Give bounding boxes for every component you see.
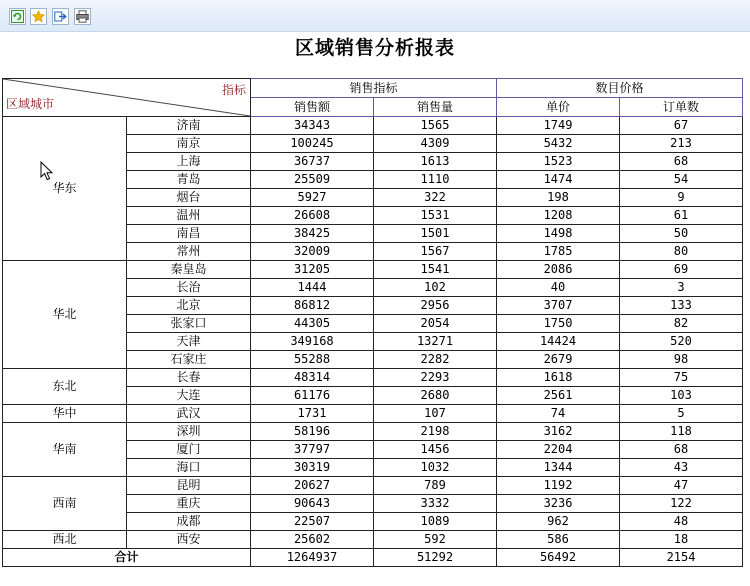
favorite-button[interactable] bbox=[30, 8, 47, 25]
unit-price-cell: 5432 bbox=[497, 135, 620, 153]
orders-cell: 5 bbox=[620, 405, 743, 423]
quantity-cell: 2198 bbox=[374, 423, 497, 441]
total-quantity: 51292 bbox=[374, 549, 497, 567]
orders-cell: 68 bbox=[620, 441, 743, 459]
region-cell: 华中 bbox=[3, 405, 127, 423]
refresh-button[interactable] bbox=[9, 8, 26, 25]
quantity-cell: 2680 bbox=[374, 387, 497, 405]
city-cell: 南昌 bbox=[127, 225, 251, 243]
orders-cell: 69 bbox=[620, 261, 743, 279]
orders-cell: 9 bbox=[620, 189, 743, 207]
amount-cell: 90643 bbox=[251, 495, 374, 513]
city-cell: 温州 bbox=[127, 207, 251, 225]
amount-cell: 100245 bbox=[251, 135, 374, 153]
unit-price-cell: 1618 bbox=[497, 369, 620, 387]
corner-metric-label: 指标 bbox=[221, 83, 246, 97]
quantity-cell: 1541 bbox=[374, 261, 497, 279]
city-cell: 石家庄 bbox=[127, 351, 251, 369]
city-cell: 成都 bbox=[127, 513, 251, 531]
refresh-icon bbox=[11, 10, 24, 23]
column-header-quantity: 销售量 bbox=[374, 98, 497, 117]
orders-cell: 48 bbox=[620, 513, 743, 531]
unit-price-cell: 2204 bbox=[497, 441, 620, 459]
column-header-orders: 订单数 bbox=[620, 98, 743, 117]
amount-cell: 349168 bbox=[251, 333, 374, 351]
quantity-cell: 1456 bbox=[374, 441, 497, 459]
orders-cell: 75 bbox=[620, 369, 743, 387]
city-cell: 烟台 bbox=[127, 189, 251, 207]
unit-price-cell: 962 bbox=[497, 513, 620, 531]
quantity-cell: 1613 bbox=[374, 153, 497, 171]
region-cell: 华南 bbox=[3, 423, 127, 477]
total-unit-price: 56492 bbox=[497, 549, 620, 567]
amount-cell: 22507 bbox=[251, 513, 374, 531]
city-cell: 南京 bbox=[127, 135, 251, 153]
unit-price-cell: 3162 bbox=[497, 423, 620, 441]
table-row bbox=[3, 477, 743, 495]
quantity-cell: 107 bbox=[374, 405, 497, 423]
region-cell: 华北 bbox=[3, 261, 127, 369]
quantity-cell: 1565 bbox=[374, 117, 497, 135]
quantity-cell: 102 bbox=[374, 279, 497, 297]
city-cell: 天津 bbox=[127, 333, 251, 351]
city-cell: 青岛 bbox=[127, 171, 251, 189]
unit-price-cell: 3236 bbox=[497, 495, 620, 513]
city-cell: 长治 bbox=[127, 279, 251, 297]
amount-cell: 48314 bbox=[251, 369, 374, 387]
amount-cell: 31205 bbox=[251, 261, 374, 279]
city-cell: 昆明 bbox=[127, 477, 251, 495]
amount-cell: 37797 bbox=[251, 441, 374, 459]
amount-cell: 5927 bbox=[251, 189, 374, 207]
amount-cell: 26608 bbox=[251, 207, 374, 225]
group-header-sales: 销售指标 bbox=[251, 79, 497, 98]
amount-cell: 44305 bbox=[251, 315, 374, 333]
total-row bbox=[3, 549, 743, 567]
unit-price-cell: 14424 bbox=[497, 333, 620, 351]
print-button[interactable] bbox=[74, 8, 91, 25]
quantity-cell: 2956 bbox=[374, 297, 497, 315]
quantity-cell: 1567 bbox=[374, 243, 497, 261]
quantity-cell: 2293 bbox=[374, 369, 497, 387]
amount-cell: 25602 bbox=[251, 531, 374, 549]
orders-cell: 122 bbox=[620, 495, 743, 513]
orders-cell: 82 bbox=[620, 315, 743, 333]
orders-cell: 118 bbox=[620, 423, 743, 441]
corner-region-label: 区域城市 bbox=[6, 97, 55, 111]
amount-cell: 36737 bbox=[251, 153, 374, 171]
table-row bbox=[3, 261, 743, 279]
quantity-cell: 2282 bbox=[374, 351, 497, 369]
report-body bbox=[3, 117, 743, 549]
amount-cell: 20627 bbox=[251, 477, 374, 495]
sales-report-table bbox=[2, 78, 743, 567]
orders-cell: 43 bbox=[620, 459, 743, 477]
city-cell: 常州 bbox=[127, 243, 251, 261]
export-button[interactable] bbox=[52, 8, 69, 25]
city-cell: 济南 bbox=[127, 117, 251, 135]
orders-cell: 67 bbox=[620, 117, 743, 135]
unit-price-cell: 2679 bbox=[497, 351, 620, 369]
amount-cell: 55288 bbox=[251, 351, 374, 369]
group-header-price: 数目价格 bbox=[497, 79, 743, 98]
column-header-amount: 销售额 bbox=[251, 98, 374, 117]
quantity-cell: 13271 bbox=[374, 333, 497, 351]
orders-cell: 47 bbox=[620, 477, 743, 495]
amount-cell: 58196 bbox=[251, 423, 374, 441]
favorite-star-icon bbox=[32, 10, 45, 23]
amount-cell: 1731 bbox=[251, 405, 374, 423]
table-corner-header bbox=[3, 79, 251, 117]
unit-price-cell: 74 bbox=[497, 405, 620, 423]
unit-price-cell: 1523 bbox=[497, 153, 620, 171]
city-cell: 长春 bbox=[127, 369, 251, 387]
table-row bbox=[3, 369, 743, 387]
orders-cell: 50 bbox=[620, 225, 743, 243]
unit-price-cell: 1192 bbox=[497, 477, 620, 495]
city-cell: 重庆 bbox=[127, 495, 251, 513]
amount-cell: 32009 bbox=[251, 243, 374, 261]
city-cell: 张家口 bbox=[127, 315, 251, 333]
orders-cell: 80 bbox=[620, 243, 743, 261]
quantity-cell: 322 bbox=[374, 189, 497, 207]
orders-cell: 213 bbox=[620, 135, 743, 153]
quantity-cell: 4309 bbox=[374, 135, 497, 153]
city-cell: 北京 bbox=[127, 297, 251, 315]
print-icon bbox=[76, 10, 89, 23]
amount-cell: 61176 bbox=[251, 387, 374, 405]
orders-cell: 54 bbox=[620, 171, 743, 189]
mouse-pointer-icon bbox=[40, 161, 54, 181]
quantity-cell: 2054 bbox=[374, 315, 497, 333]
unit-price-cell: 1344 bbox=[497, 459, 620, 477]
city-cell: 海口 bbox=[127, 459, 251, 477]
total-orders: 2154 bbox=[620, 549, 743, 567]
quantity-cell: 1501 bbox=[374, 225, 497, 243]
table-row bbox=[3, 117, 743, 135]
unit-price-cell: 1474 bbox=[497, 171, 620, 189]
orders-cell: 3 bbox=[620, 279, 743, 297]
report-title: 区域销售分析报表 bbox=[294, 37, 455, 59]
amount-cell: 34343 bbox=[251, 117, 374, 135]
orders-cell: 18 bbox=[620, 531, 743, 549]
city-cell: 大连 bbox=[127, 387, 251, 405]
total-label: 合计 bbox=[3, 549, 251, 567]
unit-price-cell: 2086 bbox=[497, 261, 620, 279]
unit-price-cell: 1750 bbox=[497, 315, 620, 333]
city-cell: 秦皇岛 bbox=[127, 261, 251, 279]
orders-cell: 98 bbox=[620, 351, 743, 369]
table-row bbox=[3, 405, 743, 423]
unit-price-cell: 1749 bbox=[497, 117, 620, 135]
unit-price-cell: 2561 bbox=[497, 387, 620, 405]
unit-price-cell: 3707 bbox=[497, 297, 620, 315]
table-row bbox=[3, 531, 743, 549]
export-icon bbox=[54, 10, 67, 23]
city-cell: 上海 bbox=[127, 153, 251, 171]
city-cell: 厦门 bbox=[127, 441, 251, 459]
orders-cell: 103 bbox=[620, 387, 743, 405]
quantity-cell: 3332 bbox=[374, 495, 497, 513]
amount-cell: 30319 bbox=[251, 459, 374, 477]
total-amount: 1264937 bbox=[251, 549, 374, 567]
orders-cell: 68 bbox=[620, 153, 743, 171]
quantity-cell: 1531 bbox=[374, 207, 497, 225]
region-cell: 东北 bbox=[3, 369, 127, 405]
unit-price-cell: 40 bbox=[497, 279, 620, 297]
amount-cell: 25509 bbox=[251, 171, 374, 189]
unit-price-cell: 1208 bbox=[497, 207, 620, 225]
region-cell: 华东 bbox=[3, 117, 127, 261]
unit-price-cell: 198 bbox=[497, 189, 620, 207]
orders-cell: 61 bbox=[620, 207, 743, 225]
city-cell: 深圳 bbox=[127, 423, 251, 441]
quantity-cell: 1110 bbox=[374, 171, 497, 189]
amount-cell: 38425 bbox=[251, 225, 374, 243]
region-cell: 西北 bbox=[3, 531, 127, 549]
column-header-unit-price: 单价 bbox=[497, 98, 620, 117]
unit-price-cell: 586 bbox=[497, 531, 620, 549]
amount-cell: 1444 bbox=[251, 279, 374, 297]
region-cell: 西南 bbox=[3, 477, 127, 531]
table-row bbox=[3, 423, 743, 441]
quantity-cell: 592 bbox=[374, 531, 497, 549]
city-cell: 武汉 bbox=[127, 405, 251, 423]
amount-cell: 86812 bbox=[251, 297, 374, 315]
unit-price-cell: 1498 bbox=[497, 225, 620, 243]
quantity-cell: 789 bbox=[374, 477, 497, 495]
report-toolbar bbox=[0, 0, 750, 32]
unit-price-cell: 1785 bbox=[497, 243, 620, 261]
city-cell: 西安 bbox=[127, 531, 251, 549]
quantity-cell: 1032 bbox=[374, 459, 497, 477]
orders-cell: 520 bbox=[620, 333, 743, 351]
quantity-cell: 1089 bbox=[374, 513, 497, 531]
orders-cell: 133 bbox=[620, 297, 743, 315]
